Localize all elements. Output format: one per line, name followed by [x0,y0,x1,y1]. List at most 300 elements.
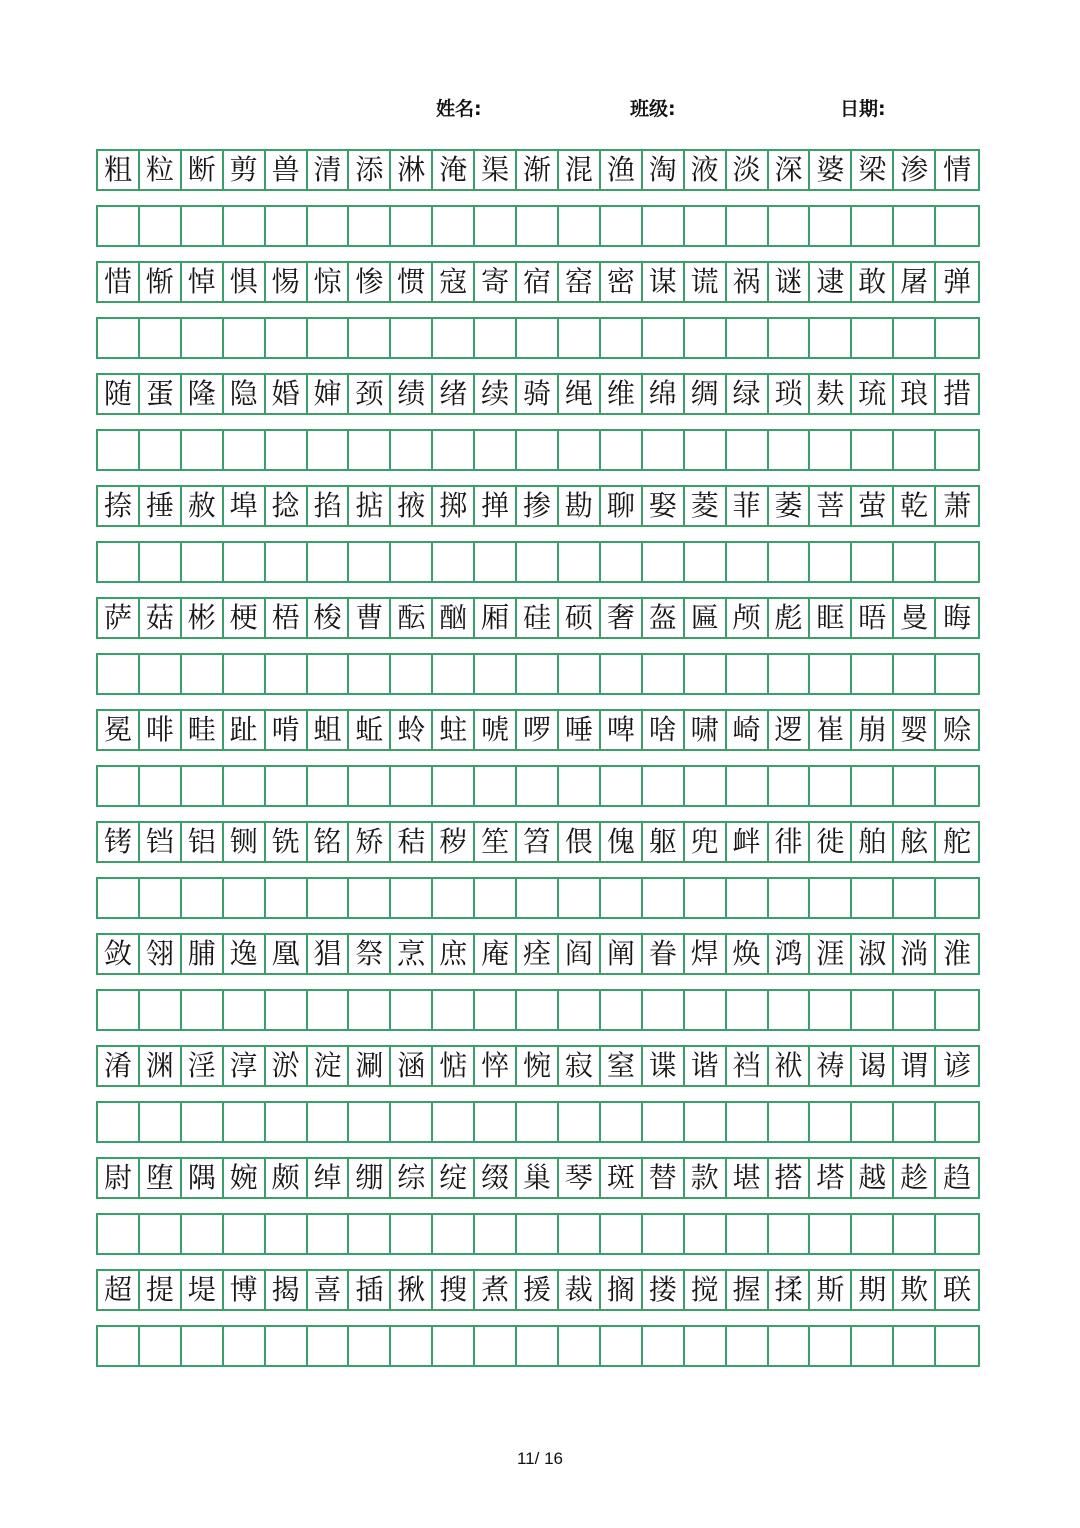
practice-cell[interactable] [433,207,475,245]
practice-cell[interactable] [852,543,894,581]
character-cell: 逸 [224,935,266,973]
practice-cell[interactable] [182,319,224,357]
practice-cell[interactable] [685,879,727,917]
practice-cell[interactable] [182,767,224,805]
practice-cell[interactable] [182,1103,224,1141]
practice-cell[interactable] [182,543,224,581]
character-cell: 窒 [601,1047,643,1085]
practice-cell[interactable] [391,1327,433,1365]
practice-cell[interactable] [685,207,727,245]
practice-cell[interactable] [685,1103,727,1141]
practice-cell[interactable] [894,991,936,1029]
practice-cell[interactable] [433,767,475,805]
practice-cell[interactable] [475,1327,517,1365]
practice-cell[interactable] [98,207,140,245]
practice-cell[interactable] [140,879,182,917]
practice-cell[interactable] [266,319,308,357]
practice-cell[interactable] [894,767,936,805]
character-cell: 矫 [349,823,391,861]
practice-cell[interactable] [601,1215,643,1253]
practice-cell[interactable] [308,655,350,693]
character-cell: 阐 [601,935,643,973]
practice-cell[interactable] [559,767,601,805]
practice-cell[interactable] [308,319,350,357]
practice-cell[interactable] [936,1327,978,1365]
practice-cell[interactable] [894,1327,936,1365]
practice-cell[interactable] [266,207,308,245]
practice-cell[interactable] [349,655,391,693]
character-cell: 谒 [852,1047,894,1085]
practice-cell[interactable] [810,207,852,245]
character-cell: 颈 [349,375,391,413]
practice-cell[interactable] [894,655,936,693]
practice-cell[interactable] [266,431,308,469]
practice-cell[interactable] [308,767,350,805]
practice-cell[interactable] [475,431,517,469]
practice-cell[interactable] [475,991,517,1029]
practice-cell[interactable] [224,543,266,581]
practice-cell[interactable] [391,991,433,1029]
practice-cell[interactable] [98,1215,140,1253]
practice-cell[interactable] [685,319,727,357]
practice-cell[interactable] [643,655,685,693]
practice-cell[interactable] [810,1215,852,1253]
practice-cell[interactable] [810,1327,852,1365]
practice-cell[interactable] [643,431,685,469]
practice-cell[interactable] [475,319,517,357]
practice-cell[interactable] [391,207,433,245]
character-cell: 渔 [601,151,643,189]
character-cell: 综 [391,1159,433,1197]
character-cell: 款 [685,1159,727,1197]
practice-cell[interactable] [810,879,852,917]
practice-cell[interactable] [182,207,224,245]
practice-cell[interactable] [559,1215,601,1253]
character-row [96,485,980,527]
practice-cell[interactable] [769,1215,811,1253]
practice-cell[interactable] [852,431,894,469]
character-cell: 梗 [224,599,266,637]
practice-cell[interactable] [727,879,769,917]
character-cell: 插 [349,1271,391,1309]
character-cell: 痊 [517,935,559,973]
character-cell: 捶 [140,487,182,525]
practice-cell[interactable] [936,207,978,245]
practice-cell[interactable] [769,879,811,917]
practice-cell[interactable] [517,207,559,245]
practice-cell[interactable] [308,879,350,917]
character-cell: 唬 [475,711,517,749]
practice-cell[interactable] [559,991,601,1029]
character-cell: 涮 [349,1047,391,1085]
practice-cell[interactable] [433,1215,475,1253]
character-cell: 搁 [601,1271,643,1309]
practice-cell[interactable] [433,1327,475,1365]
character-cell: 菱 [685,487,727,525]
character-cell: 随 [98,375,140,413]
character-cell: 替 [643,1159,685,1197]
practice-cell[interactable] [727,767,769,805]
practice-cell[interactable] [224,1103,266,1141]
practice-cell[interactable] [391,543,433,581]
practice-cell[interactable] [685,991,727,1029]
character-cell: 烹 [391,935,433,973]
practice-cell[interactable] [852,319,894,357]
practice-cell[interactable] [224,207,266,245]
practice-cell[interactable] [266,1215,308,1253]
practice-cell[interactable] [643,207,685,245]
practice-cell[interactable] [224,655,266,693]
practice-cell[interactable] [475,655,517,693]
practice-cell[interactable] [727,655,769,693]
practice-cell[interactable] [769,207,811,245]
practice-cell[interactable] [685,1215,727,1253]
character-cell: 欺 [894,1271,936,1309]
practice-cell[interactable] [517,767,559,805]
practice-cell[interactable] [182,991,224,1029]
practice-cell[interactable] [894,543,936,581]
character-row [96,1157,980,1199]
practice-cell[interactable] [266,1103,308,1141]
character-cell: 惕 [266,263,308,301]
practice-cell[interactable] [517,991,559,1029]
practice-cell[interactable] [559,1103,601,1141]
character-cell: 铝 [182,823,224,861]
practice-cell[interactable] [224,431,266,469]
practice-cell[interactable] [433,991,475,1029]
character-cell: 琐 [769,375,811,413]
practice-cell[interactable] [810,655,852,693]
character-cell: 掺 [517,487,559,525]
practice-cell[interactable] [894,207,936,245]
practice-cell[interactable] [643,1103,685,1141]
practice-cell[interactable] [769,543,811,581]
character-cell: 淳 [224,1047,266,1085]
practice-cell[interactable] [727,431,769,469]
practice-row [96,541,980,583]
practice-cell[interactable] [224,1215,266,1253]
practice-cell[interactable] [559,1327,601,1365]
practice-cell[interactable] [727,207,769,245]
practice-cell[interactable] [601,543,643,581]
practice-cell[interactable] [810,767,852,805]
practice-cell[interactable] [727,1215,769,1253]
practice-cell[interactable] [140,319,182,357]
practice-cell[interactable] [559,319,601,357]
practice-cell[interactable] [769,1327,811,1365]
character-cell: 绳 [559,375,601,413]
practice-cell[interactable] [894,1215,936,1253]
practice-cell[interactable] [308,431,350,469]
practice-cell[interactable] [140,207,182,245]
practice-cell[interactable] [224,319,266,357]
character-cell: 渠 [475,151,517,189]
practice-cell[interactable] [140,655,182,693]
practice-cell[interactable] [517,1215,559,1253]
character-cell: 煮 [475,1271,517,1309]
character-cell: 绿 [727,375,769,413]
practice-cell[interactable] [266,1327,308,1365]
practice-cell[interactable] [433,431,475,469]
character-cell: 绷 [349,1159,391,1197]
practice-cell[interactable] [810,1103,852,1141]
practice-cell[interactable] [936,543,978,581]
practice-cell[interactable] [894,319,936,357]
practice-cell[interactable] [182,1215,224,1253]
character-cell: 搭 [769,1159,811,1197]
character-cell: 梧 [266,599,308,637]
practice-cell[interactable] [852,1327,894,1365]
practice-cell[interactable] [391,319,433,357]
practice-cell[interactable] [852,767,894,805]
character-cell: 塔 [810,1159,852,1197]
practice-cell[interactable] [810,991,852,1029]
practice-cell[interactable] [601,991,643,1029]
practice-cell[interactable] [559,543,601,581]
practice-cell[interactable] [140,991,182,1029]
practice-cell[interactable] [727,1327,769,1365]
practice-cell[interactable] [349,1215,391,1253]
practice-cell[interactable] [601,879,643,917]
practice-cell[interactable] [140,1327,182,1365]
practice-cell[interactable] [266,655,308,693]
practice-cell[interactable] [936,991,978,1029]
practice-cell[interactable] [685,655,727,693]
character-cell: 敢 [852,263,894,301]
practice-cell[interactable] [475,1215,517,1253]
practice-cell[interactable] [769,767,811,805]
practice-cell[interactable] [894,431,936,469]
practice-cell[interactable] [475,767,517,805]
practice-cell[interactable] [769,1103,811,1141]
practice-cell[interactable] [349,431,391,469]
practice-cell[interactable] [98,1103,140,1141]
practice-cell[interactable] [852,1103,894,1141]
practice-cell[interactable] [266,543,308,581]
practice-cell[interactable] [517,1103,559,1141]
practice-cell[interactable] [643,991,685,1029]
character-cell: 惜 [98,263,140,301]
practice-cell[interactable] [936,1103,978,1141]
practice-cell[interactable] [727,1103,769,1141]
character-cell: 惭 [140,263,182,301]
character-cell: 梭 [308,599,350,637]
practice-cell[interactable] [643,319,685,357]
practice-cell[interactable] [349,207,391,245]
practice-cell[interactable] [98,431,140,469]
practice-cell[interactable] [349,319,391,357]
practice-cell[interactable] [517,1327,559,1365]
practice-cell[interactable] [140,767,182,805]
practice-cell[interactable] [852,879,894,917]
practice-cell[interactable] [852,991,894,1029]
character-cell: 维 [601,375,643,413]
practice-cell[interactable] [936,767,978,805]
practice-cell[interactable] [769,319,811,357]
character-cell: 阎 [559,935,601,973]
practice-cell[interactable] [266,767,308,805]
practice-cell[interactable] [140,1103,182,1141]
practice-cell[interactable] [936,319,978,357]
practice-cell[interactable] [140,1215,182,1253]
practice-cell[interactable] [475,1103,517,1141]
practice-cell[interactable] [98,879,140,917]
practice-cell[interactable] [433,655,475,693]
practice-cell[interactable] [182,655,224,693]
practice-cell[interactable] [601,319,643,357]
practice-cell[interactable] [643,543,685,581]
practice-cell[interactable] [391,1103,433,1141]
practice-cell[interactable] [685,431,727,469]
character-cell: 庶 [433,935,475,973]
practice-cell[interactable] [810,431,852,469]
practice-cell[interactable] [349,1327,391,1365]
practice-cell[interactable] [517,879,559,917]
practice-cell[interactable] [308,543,350,581]
practice-cell[interactable] [98,319,140,357]
practice-cell[interactable] [98,543,140,581]
practice-cell[interactable] [685,767,727,805]
practice-cell[interactable] [769,431,811,469]
practice-cell[interactable] [769,991,811,1029]
practice-cell[interactable] [266,991,308,1029]
practice-cell[interactable] [894,1103,936,1141]
practice-cell[interactable] [517,543,559,581]
character-cell: 铐 [98,823,140,861]
practice-cell[interactable] [349,1103,391,1141]
practice-cell[interactable] [266,879,308,917]
practice-cell[interactable] [601,431,643,469]
character-cell: 绸 [685,375,727,413]
character-cell: 博 [224,1271,266,1309]
practice-cell[interactable] [433,879,475,917]
practice-cell[interactable] [308,991,350,1029]
practice-cell[interactable] [601,655,643,693]
character-cell: 淤 [266,1047,308,1085]
practice-cell[interactable] [852,1215,894,1253]
character-row [96,821,980,863]
practice-cell[interactable] [727,991,769,1029]
practice-cell[interactable] [308,207,350,245]
character-cell: 淋 [391,151,433,189]
practice-cell[interactable] [936,1215,978,1253]
practice-cell[interactable] [643,767,685,805]
practice-cell[interactable] [391,879,433,917]
practice-cell[interactable] [308,1103,350,1141]
practice-cell[interactable] [475,879,517,917]
character-cell: 粗 [98,151,140,189]
practice-cell[interactable] [810,543,852,581]
practice-cell[interactable] [224,879,266,917]
practice-cell[interactable] [517,319,559,357]
practice-row [96,653,980,695]
practice-cell[interactable] [643,1327,685,1365]
practice-cell[interactable] [936,431,978,469]
practice-cell[interactable] [852,655,894,693]
character-cell: 绰 [308,1159,350,1197]
practice-cell[interactable] [601,207,643,245]
practice-cell[interactable] [643,1215,685,1253]
practice-cell[interactable] [936,655,978,693]
practice-cell[interactable] [559,655,601,693]
practice-cell[interactable] [852,207,894,245]
practice-cell[interactable] [433,1103,475,1141]
character-cell: 绩 [391,375,433,413]
character-cell: 逮 [810,263,852,301]
practice-cell[interactable] [349,543,391,581]
character-cell: 兜 [685,823,727,861]
practice-cell[interactable] [349,879,391,917]
practice-cell[interactable] [308,1327,350,1365]
character-cell: 裆 [727,1047,769,1085]
practice-cell[interactable] [98,767,140,805]
practice-cell[interactable] [308,1215,350,1253]
character-cell: 捺 [98,487,140,525]
practice-cell[interactable] [894,879,936,917]
practice-cell[interactable] [349,991,391,1029]
practice-cell[interactable] [433,319,475,357]
practice-cell[interactable] [433,543,475,581]
practice-cell[interactable] [727,543,769,581]
practice-cell[interactable] [475,207,517,245]
practice-cell[interactable] [559,207,601,245]
practice-cell[interactable] [391,1215,433,1253]
character-cell: 淌 [894,935,936,973]
character-cell: 越 [852,1159,894,1197]
practice-cell[interactable] [810,319,852,357]
practice-cell[interactable] [182,431,224,469]
practice-cell[interactable] [182,1327,224,1365]
practice-cell[interactable] [98,655,140,693]
character-cell: 兽 [266,151,308,189]
practice-cell[interactable] [391,767,433,805]
practice-cell[interactable] [685,543,727,581]
character-cell: 斑 [601,1159,643,1197]
practice-cell[interactable] [601,1103,643,1141]
practice-cell[interactable] [98,991,140,1029]
practice-cell[interactable] [559,879,601,917]
character-cell: 堕 [140,1159,182,1197]
practice-cell[interactable] [140,431,182,469]
practice-cell[interactable] [601,1327,643,1365]
practice-cell[interactable] [391,431,433,469]
practice-cell[interactable] [224,991,266,1029]
practice-cell[interactable] [643,879,685,917]
practice-cell[interactable] [391,655,433,693]
practice-cell[interactable] [517,431,559,469]
practice-cell[interactable] [769,655,811,693]
character-cell: 硕 [559,599,601,637]
practice-cell[interactable] [727,319,769,357]
practice-cell[interactable] [224,1327,266,1365]
character-cell: 谓 [894,1047,936,1085]
practice-cell[interactable] [182,879,224,917]
practice-cell[interactable] [475,543,517,581]
practice-cell[interactable] [140,543,182,581]
practice-cell[interactable] [559,431,601,469]
character-cell: 淹 [433,151,475,189]
practice-cell[interactable] [601,767,643,805]
practice-cell[interactable] [98,1327,140,1365]
practice-cell[interactable] [224,767,266,805]
practice-cell[interactable] [685,1327,727,1365]
practice-cell[interactable] [349,767,391,805]
character-cell: 巢 [517,1159,559,1197]
practice-cell[interactable] [517,655,559,693]
practice-cell[interactable] [936,879,978,917]
character-cell: 萤 [852,487,894,525]
character-cell: 婆 [810,151,852,189]
